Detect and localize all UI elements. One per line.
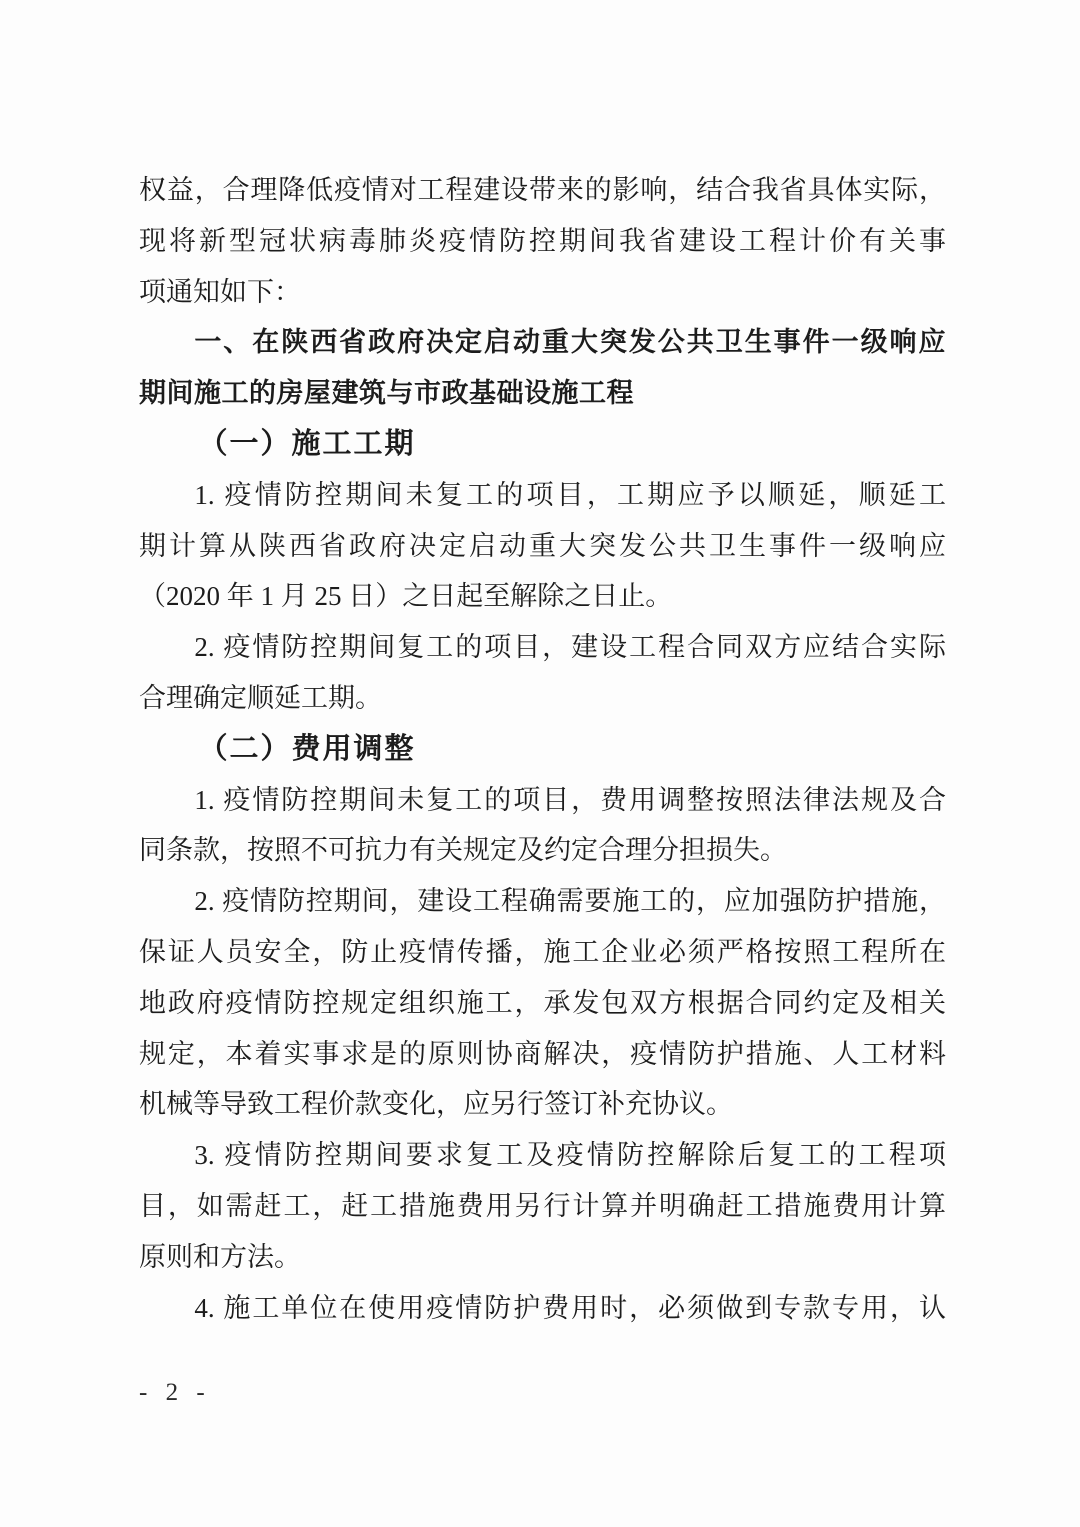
text-line: 权益，合理降低疫情对工程建设带来的影响，结合我省具体实际， bbox=[139, 175, 946, 205]
page-number: - 2 - bbox=[139, 1379, 211, 1406]
document-body bbox=[139, 165, 946, 1333]
text-line: 期计算从陕西省政府决定启动重大突发公共卫生事件一级响应 bbox=[139, 530, 946, 561]
text-line: 4. 施工单位在使用疫情防护费用时，必须做到专款专用，认 bbox=[194, 1292, 946, 1323]
text-line: 机械等导致工程价款变化，应另行签订补充协议。 bbox=[139, 1089, 733, 1120]
subsection-heading: （一）施工工期 bbox=[198, 427, 416, 460]
text-line: 现将新型冠状病毒肺炎疫情防控期间我省建设工程计价有关事 bbox=[139, 225, 946, 256]
text-line: 规定，本着实事求是的原则协商解决，疫情防护措施、人工材料 bbox=[139, 1038, 946, 1069]
section-heading: 期间施工的房屋建筑与市政基础设施工程 bbox=[139, 378, 634, 409]
text-line: 同条款，按照不可抗力有关规定及约定合理分担损失。 bbox=[139, 835, 787, 866]
text-line: 3. 疫情防控期间要求复工及疫情防控解除后复工的工程项 bbox=[194, 1140, 946, 1171]
text-line: 保证人员安全，防止疫情传播，施工企业必须严格按照工程所在 bbox=[139, 936, 946, 967]
text-line: 原则和方法。 bbox=[139, 1241, 301, 1272]
text-line: 合理确定顺延工期。 bbox=[139, 682, 382, 713]
text-line: 地政府疫情防控规定组织施工，承发包双方根据合同约定及相关 bbox=[139, 987, 946, 1018]
text-line: 1. 疫情防控期间未复工的项目，工期应予以顺延，顺延工 bbox=[194, 479, 946, 510]
text-line: 项通知如下： bbox=[139, 276, 301, 307]
text-line: （2020 年 1 月 25 日）之日起至解除之日止。 bbox=[139, 581, 673, 612]
subsection-heading: （二）费用调整 bbox=[198, 732, 416, 765]
section-heading: 一、在陕西省政府决定启动重大突发公共卫生事件一级响应 bbox=[194, 327, 946, 358]
text-line: 1. 疫情防控期间未复工的项目，费用调整按照法律法规及合 bbox=[194, 784, 946, 815]
text-line: 2. 疫情防控期间复工的项目，建设工程合同双方应结合实际 bbox=[194, 632, 946, 663]
text-line: 目，如需赶工，赶工措施费用另行计算并明确赶工措施费用计算 bbox=[139, 1190, 946, 1221]
text-line: 2. 疫情防控期间，建设工程确需要施工的，应加强防护措施， bbox=[194, 886, 946, 917]
